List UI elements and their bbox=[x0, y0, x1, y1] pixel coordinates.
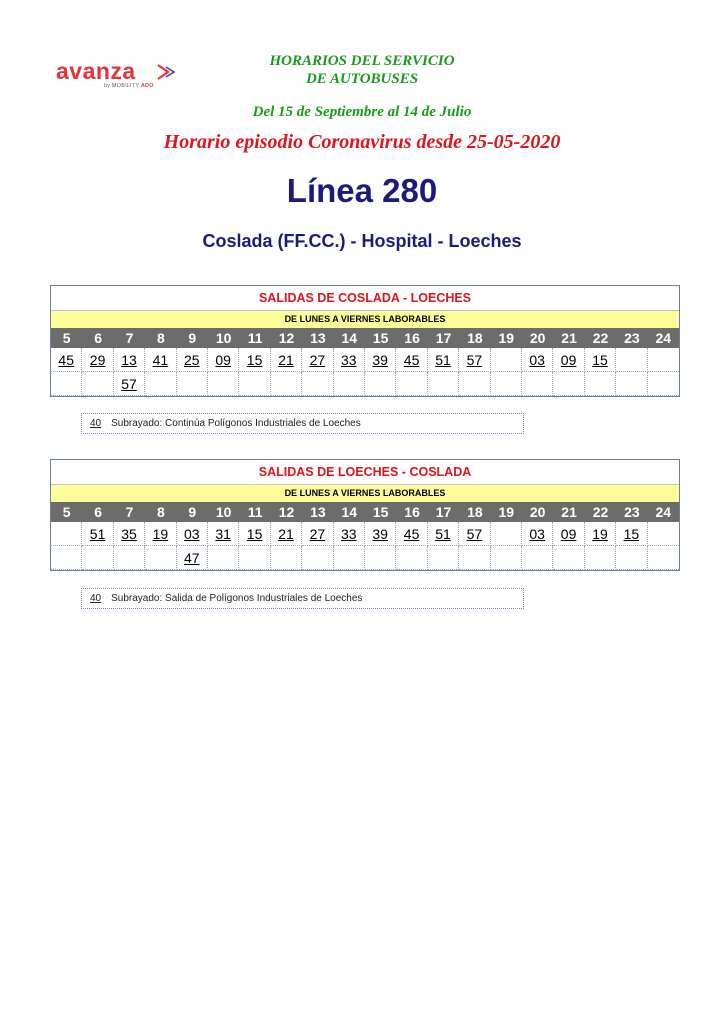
hours-header bbox=[51, 502, 679, 522]
departure-cell bbox=[522, 546, 553, 570]
departure-minute: 25 bbox=[184, 352, 200, 368]
departure-cell bbox=[239, 348, 270, 372]
departure-cell bbox=[553, 372, 584, 396]
departure-cell bbox=[491, 522, 522, 546]
line-title: Línea 280 bbox=[286, 172, 438, 209]
departure-cell bbox=[459, 348, 490, 372]
table-days: DE LUNES A VIERNES LABORABLES bbox=[51, 485, 679, 502]
departure-minute: 51 bbox=[435, 352, 451, 368]
departure-cell bbox=[616, 546, 647, 570]
hour-header-cell: 10 bbox=[208, 502, 239, 522]
hour-header-cell: 12 bbox=[271, 502, 302, 522]
departure-cell bbox=[553, 522, 584, 546]
departure-cell bbox=[51, 372, 82, 396]
departure-minute: 15 bbox=[592, 352, 608, 368]
departure-minute: 45 bbox=[403, 526, 420, 542]
departure-minute: 21 bbox=[278, 526, 294, 542]
hour-header-cell: 21 bbox=[553, 328, 584, 348]
hour-header-cell: 23 bbox=[616, 502, 647, 522]
departure-minute: 57 bbox=[121, 376, 137, 392]
departure-cell bbox=[271, 546, 302, 570]
departure-cell bbox=[459, 522, 490, 546]
departure-cell bbox=[428, 372, 459, 396]
departure-cell bbox=[585, 348, 616, 372]
departure-cell bbox=[648, 522, 679, 546]
hour-header-cell: 13 bbox=[302, 502, 333, 522]
departure-cell bbox=[585, 522, 616, 546]
departure-cell bbox=[428, 348, 459, 372]
departure-cell bbox=[51, 522, 82, 546]
hour-header-cell: 14 bbox=[334, 502, 365, 522]
departure-minute: 51 bbox=[435, 526, 451, 542]
route-name: Coslada (FF.CC.) - Hospital - Loeches bbox=[202, 231, 522, 251]
departure-minute: 39 bbox=[372, 526, 388, 542]
departure-cell bbox=[302, 522, 333, 546]
departure-minute: 09 bbox=[560, 352, 577, 368]
legend-note-1 bbox=[81, 413, 524, 434]
departure-minute: 41 bbox=[152, 352, 169, 368]
hour-header-cell: 13 bbox=[302, 328, 333, 348]
departure-minute: 19 bbox=[592, 526, 608, 542]
note-sample-minute: 40 bbox=[90, 418, 102, 429]
departure-cell bbox=[428, 546, 459, 570]
departure-cell bbox=[396, 546, 427, 570]
header-line-2: DE AUTOBUSES bbox=[305, 71, 419, 87]
note-sample-minute: 40 bbox=[90, 593, 102, 604]
departure-cell bbox=[459, 372, 490, 396]
hour-header-cell: 19 bbox=[491, 502, 522, 522]
hour-header-cell: 24 bbox=[648, 328, 679, 348]
table-title: SALIDAS DE LOECHES - COSLADA bbox=[51, 460, 679, 485]
departure-minute: 27 bbox=[309, 352, 326, 368]
departure-cell bbox=[271, 348, 302, 372]
departure-minute: 39 bbox=[372, 352, 388, 368]
departure-cell bbox=[522, 372, 553, 396]
departure-cell bbox=[491, 372, 522, 396]
departure-cell bbox=[585, 546, 616, 570]
hour-header-cell: 9 bbox=[177, 502, 208, 522]
departure-cell bbox=[302, 546, 333, 570]
note-text: Subrayado: Continúa Polígonos Industriales de Loeches bbox=[111, 418, 361, 429]
table-days: DE LUNES A VIERNES LABORABLES bbox=[51, 311, 679, 328]
departure-cell bbox=[51, 348, 82, 372]
schedule-grid bbox=[51, 522, 679, 570]
departure-minute: 19 bbox=[152, 526, 169, 542]
departure-cell bbox=[365, 546, 396, 570]
departure-cell bbox=[491, 546, 522, 570]
departure-minute: 09 bbox=[560, 526, 577, 542]
hour-header-cell: 6 bbox=[82, 502, 113, 522]
departure-cell bbox=[648, 372, 679, 396]
departure-cell bbox=[459, 546, 490, 570]
departure-cell bbox=[208, 546, 239, 570]
hour-header-cell: 22 bbox=[585, 502, 616, 522]
departure-cell bbox=[334, 372, 365, 396]
departure-minute: 57 bbox=[466, 352, 483, 368]
departure-cell bbox=[334, 348, 365, 372]
validity-period: Del 15 de Septiembre al 14 de Julio bbox=[252, 104, 472, 120]
hour-header-cell: 16 bbox=[396, 328, 427, 348]
hour-header-cell: 20 bbox=[522, 502, 553, 522]
departure-cell bbox=[114, 522, 145, 546]
schedule-table-coslada-loeches bbox=[50, 285, 680, 397]
hour-header-cell: 23 bbox=[616, 328, 647, 348]
hour-header-cell: 8 bbox=[145, 502, 176, 522]
departure-cell bbox=[334, 522, 365, 546]
header-line-1: HORARIOS DEL SERVICIO bbox=[269, 53, 455, 69]
departure-minute: 15 bbox=[623, 526, 640, 542]
schedule-grid bbox=[51, 348, 679, 396]
departure-cell bbox=[145, 372, 176, 396]
departure-cell bbox=[616, 522, 647, 546]
departure-minute: 33 bbox=[341, 526, 357, 542]
departure-cell bbox=[239, 546, 270, 570]
departure-minute: 57 bbox=[466, 526, 483, 542]
departure-cell bbox=[145, 348, 176, 372]
departure-cell bbox=[239, 522, 270, 546]
departure-cell bbox=[114, 372, 145, 396]
hour-header-cell: 15 bbox=[365, 328, 396, 348]
departure-cell bbox=[82, 522, 113, 546]
departure-minute: 21 bbox=[278, 352, 294, 368]
departure-cell bbox=[491, 348, 522, 372]
departure-cell bbox=[522, 348, 553, 372]
table-title: SALIDAS DE COSLADA - LOECHES bbox=[51, 286, 679, 311]
departure-cell bbox=[334, 546, 365, 570]
hour-header-cell: 24 bbox=[648, 502, 679, 522]
hour-header-cell: 7 bbox=[114, 502, 145, 522]
hour-header-cell: 15 bbox=[365, 502, 396, 522]
departure-cell bbox=[208, 348, 239, 372]
departure-cell bbox=[208, 372, 239, 396]
departure-cell bbox=[82, 348, 113, 372]
episode-notice: Horario episodio Coronavirus desde 25-05-2020 bbox=[163, 131, 561, 153]
departure-cell bbox=[616, 372, 647, 396]
hour-header-cell: 5 bbox=[51, 328, 82, 348]
departure-minute: 15 bbox=[246, 352, 263, 368]
departure-cell bbox=[616, 348, 647, 372]
hour-header-cell: 9 bbox=[177, 328, 208, 348]
departure-cell bbox=[648, 348, 679, 372]
hour-header-cell: 20 bbox=[522, 328, 553, 348]
departure-cell bbox=[177, 546, 208, 570]
departure-cell bbox=[396, 522, 427, 546]
departure-cell bbox=[177, 372, 208, 396]
logo-subtitle: by MOBILITY ADO bbox=[104, 83, 154, 89]
note-text: Subrayado: Salida de Polígonos Industriales de Loeches bbox=[111, 593, 363, 604]
departure-cell bbox=[648, 546, 679, 570]
hour-header-cell: 12 bbox=[271, 328, 302, 348]
departure-cell bbox=[271, 372, 302, 396]
departure-cell bbox=[553, 348, 584, 372]
departure-minute: 03 bbox=[184, 526, 200, 542]
hour-header-cell: 19 bbox=[491, 328, 522, 348]
hour-header-cell: 18 bbox=[459, 328, 490, 348]
hour-header-cell: 17 bbox=[428, 502, 459, 522]
departure-cell bbox=[302, 372, 333, 396]
hour-header-cell: 17 bbox=[428, 328, 459, 348]
departure-cell bbox=[239, 372, 270, 396]
departure-cell bbox=[396, 348, 427, 372]
hour-header-cell: 21 bbox=[553, 502, 584, 522]
departure-minute: 15 bbox=[246, 526, 263, 542]
departure-minute: 13 bbox=[121, 352, 137, 368]
departure-cell bbox=[145, 522, 176, 546]
hour-header-cell: 16 bbox=[396, 502, 427, 522]
departure-cell bbox=[365, 348, 396, 372]
departure-cell bbox=[82, 372, 113, 396]
departure-cell bbox=[522, 522, 553, 546]
hour-header-cell: 8 bbox=[145, 328, 176, 348]
schedule-table-loeches-coslada bbox=[50, 459, 680, 571]
hour-header-cell: 18 bbox=[459, 502, 490, 522]
departure-minute: 29 bbox=[89, 352, 106, 368]
hour-header-cell: 11 bbox=[239, 328, 270, 348]
departure-cell bbox=[208, 522, 239, 546]
hours-header bbox=[51, 328, 679, 348]
departure-cell bbox=[365, 522, 396, 546]
departure-cell bbox=[553, 546, 584, 570]
departure-cell bbox=[51, 546, 82, 570]
departure-minute: 33 bbox=[341, 352, 357, 368]
departure-cell bbox=[177, 522, 208, 546]
departure-minute: 03 bbox=[529, 526, 545, 542]
departure-minute: 51 bbox=[89, 526, 106, 542]
departure-cell bbox=[428, 522, 459, 546]
departure-minute: 03 bbox=[529, 352, 545, 368]
departure-cell bbox=[82, 546, 113, 570]
hour-header-cell: 7 bbox=[114, 328, 145, 348]
departure-cell bbox=[585, 372, 616, 396]
departure-minute: 35 bbox=[121, 526, 137, 542]
hour-header-cell: 6 bbox=[82, 328, 113, 348]
hour-header-cell: 11 bbox=[239, 502, 270, 522]
departure-cell bbox=[177, 348, 208, 372]
departure-minute: 31 bbox=[215, 526, 231, 542]
departure-cell bbox=[114, 348, 145, 372]
hour-header-cell: 5 bbox=[51, 502, 82, 522]
hour-header-cell: 10 bbox=[208, 328, 239, 348]
departure-minute: 45 bbox=[58, 352, 74, 368]
logo-wordmark: avanza bbox=[56, 58, 136, 84]
departure-cell bbox=[145, 546, 176, 570]
departure-minute: 47 bbox=[184, 550, 200, 566]
departure-cell bbox=[365, 372, 396, 396]
departure-minute: 45 bbox=[403, 352, 420, 368]
departure-cell bbox=[302, 348, 333, 372]
departure-cell bbox=[114, 546, 145, 570]
departure-minute: 27 bbox=[309, 526, 326, 542]
legend-note-2 bbox=[81, 588, 524, 609]
hour-header-cell: 14 bbox=[334, 328, 365, 348]
departure-cell bbox=[396, 372, 427, 396]
hour-header-cell: 22 bbox=[585, 328, 616, 348]
departure-minute: 09 bbox=[215, 352, 231, 368]
departure-cell bbox=[271, 522, 302, 546]
